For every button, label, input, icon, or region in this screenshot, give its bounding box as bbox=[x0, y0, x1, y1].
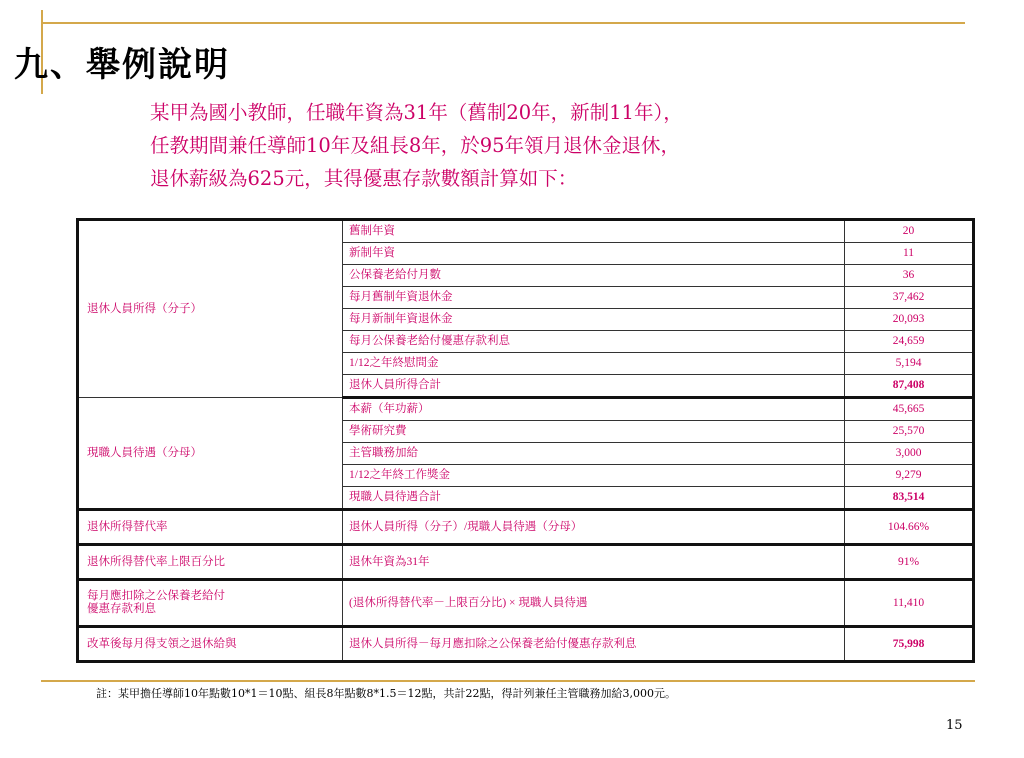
decorative-top-rule bbox=[41, 22, 965, 24]
footnote: 註：某甲擔任導師10年點數10*1＝10點、組長8年點數8*1.5＝12點，共計22點，得計列兼任主管職務加給3,000元。 bbox=[96, 687, 676, 700]
row-value: 45,665 bbox=[845, 398, 974, 421]
row-label: 新制年資 bbox=[343, 243, 845, 265]
intro-line: 某甲為國小教師，任職年資為31年（舊制20年，新制11年）， bbox=[150, 101, 683, 124]
row-value: 9,279 bbox=[845, 465, 974, 487]
rate-category: 退休所得替代率 bbox=[78, 510, 343, 545]
row-label: 公保養老給付月數 bbox=[343, 265, 845, 287]
row-value: 24,659 bbox=[845, 331, 974, 353]
row-value: 5,194 bbox=[845, 353, 974, 375]
slide-title: 九、舉例說明 bbox=[14, 45, 230, 85]
row-label: 退休人員所得（分子）/現職人員待遇（分母） bbox=[343, 510, 845, 545]
row-value: 37,462 bbox=[845, 287, 974, 309]
table-row bbox=[78, 627, 974, 662]
row-label: 本薪（年功薪） bbox=[343, 398, 845, 421]
row-value: 91% bbox=[845, 545, 974, 580]
decorative-bottom-rule bbox=[41, 680, 975, 682]
row-value: 20 bbox=[845, 220, 974, 243]
numerator-category: 退休人員所得（分子） bbox=[78, 220, 343, 398]
row-label: 每月公保養老給付優惠存款利息 bbox=[343, 331, 845, 353]
row-label: 1/12之年終工作獎金 bbox=[343, 465, 845, 487]
row-label: 主管職務加給 bbox=[343, 443, 845, 465]
row-value: 75,998 bbox=[845, 627, 974, 662]
row-label: 學術研究費 bbox=[343, 421, 845, 443]
denominator-category: 現職人員待遇（分母） bbox=[78, 398, 343, 510]
row-label: 舊制年資 bbox=[343, 220, 845, 243]
row-value: 104.66% bbox=[845, 510, 974, 545]
intro-text bbox=[150, 96, 683, 195]
deduction-category bbox=[78, 580, 343, 627]
intro-line: 任教期間兼任導師10年及組長8年，於95年領月退休金退休， bbox=[150, 134, 681, 157]
row-label: 1/12之年終慰問金 bbox=[343, 353, 845, 375]
row-value: 87,408 bbox=[845, 375, 974, 398]
cap-category: 退休所得替代率上限百分比 bbox=[78, 545, 343, 580]
table-row bbox=[78, 545, 974, 580]
row-value: 11,410 bbox=[845, 580, 974, 627]
row-value: 25,570 bbox=[845, 421, 974, 443]
row-value: 36 bbox=[845, 265, 974, 287]
row-value: 3,000 bbox=[845, 443, 974, 465]
page-number: 15 bbox=[946, 718, 963, 733]
row-label: 退休人員所得－每月應扣除之公保養老給付優惠存款利息 bbox=[343, 627, 845, 662]
row-label: 每月舊制年資退休金 bbox=[343, 287, 845, 309]
table-row bbox=[78, 220, 974, 243]
row-label: 現職人員待遇合計 bbox=[343, 487, 845, 510]
deduction-category-line: 每月應扣除之公保養老給付 bbox=[87, 590, 225, 602]
row-label: (退休所得替代率－上限百分比) × 現職人員待遇 bbox=[343, 580, 845, 627]
table-row bbox=[78, 580, 974, 627]
row-value: 83,514 bbox=[845, 487, 974, 510]
deduction-category-line: 優惠存款利息 bbox=[87, 603, 156, 615]
table-row bbox=[78, 398, 974, 421]
table-row bbox=[78, 510, 974, 545]
calculation-table bbox=[76, 218, 975, 663]
row-label: 退休人員所得合計 bbox=[343, 375, 845, 398]
row-value: 20,093 bbox=[845, 309, 974, 331]
row-value: 11 bbox=[845, 243, 974, 265]
row-label: 每月新制年資退休金 bbox=[343, 309, 845, 331]
row-label: 退休年資為31年 bbox=[343, 545, 845, 580]
final-category: 改革後每月得支領之退休給與 bbox=[78, 627, 343, 662]
intro-line: 退休薪級為625元，其得優惠存款數額計算如下： bbox=[150, 167, 578, 190]
